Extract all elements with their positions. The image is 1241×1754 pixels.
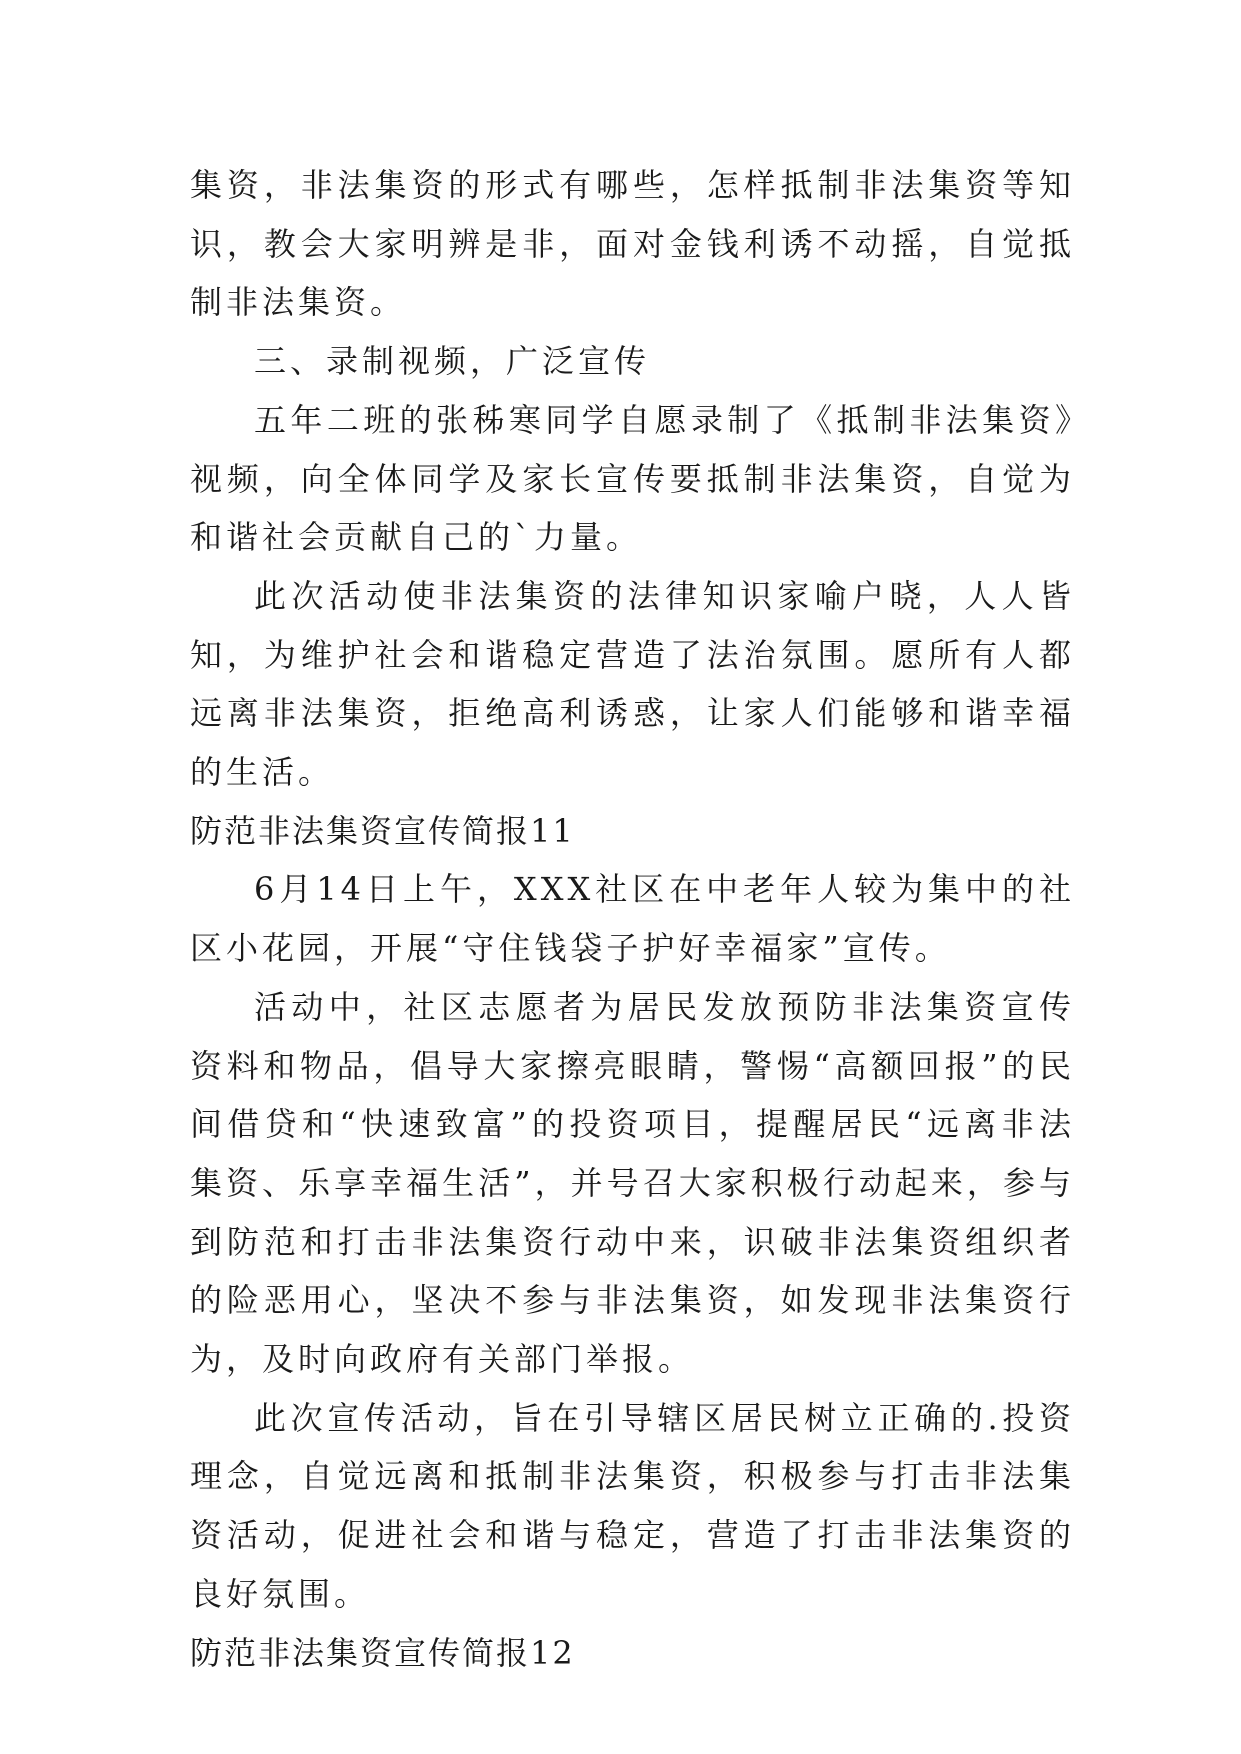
paragraph: 五年二班的张秭寒同学自愿录制了《抵制非法集资》视频，向全体同学及家长宣传要抵制非法集资，自觉为和谐社会贡献自己的`力量。 xyxy=(190,400,1075,557)
paragraph: 此次活动使非法集资的法律知识家喻户晓，人人皆知，为维护社会和谐稳定营造了法治氛围。愿所有人都远离非法集资，拒绝高利诱惑，让家人们能够和谐幸福的生活。 xyxy=(190,576,1075,792)
paragraph: 活动中，社区志愿者为居民发放预防非法集资宣传资料和物品，倡导大家擦亮眼睛，警惕“高额回报”的民间借贷和“快速致富”的投资项目，提醒居民“远离非法集资、乐享幸福生活”，并号召大家积极行动起来，参与到防范和打击非法集资行动中来，识破非法集资组织者的险恶用心，坚决不参与非法集资，如发现非法集资行为，及时向政府有关部门举报。 xyxy=(190,987,1075,1379)
paragraph: 此次宣传活动，旨在引导辖区居民树立正确的.投资理念，自觉远离和抵制非法集资，积极参与打击非法集资活动，促进社会和谐与稳定，营造了打击非法集资的良好氛围。 xyxy=(190,1398,1075,1613)
section-subheading: 三、录制视频，广泛宣传 xyxy=(254,342,651,381)
paragraph: 6月14日上午，XXX社区在中老年人较为集中的社区小花园，开展“守住钱袋子护好幸福家”宣传。 xyxy=(190,870,1075,968)
report-title: 防范非法集资宣传简报11 xyxy=(190,811,575,850)
paragraph: 集资，非法集资的形式有哪些，怎样抵制非法集资等知识，教会大家明辨是非，面对金钱利诱不动摇，自觉抵制非法集资。 xyxy=(190,166,1075,322)
document-body xyxy=(190,156,1075,1682)
report-title: 防范非法集资宣传简报12 xyxy=(190,1633,575,1672)
